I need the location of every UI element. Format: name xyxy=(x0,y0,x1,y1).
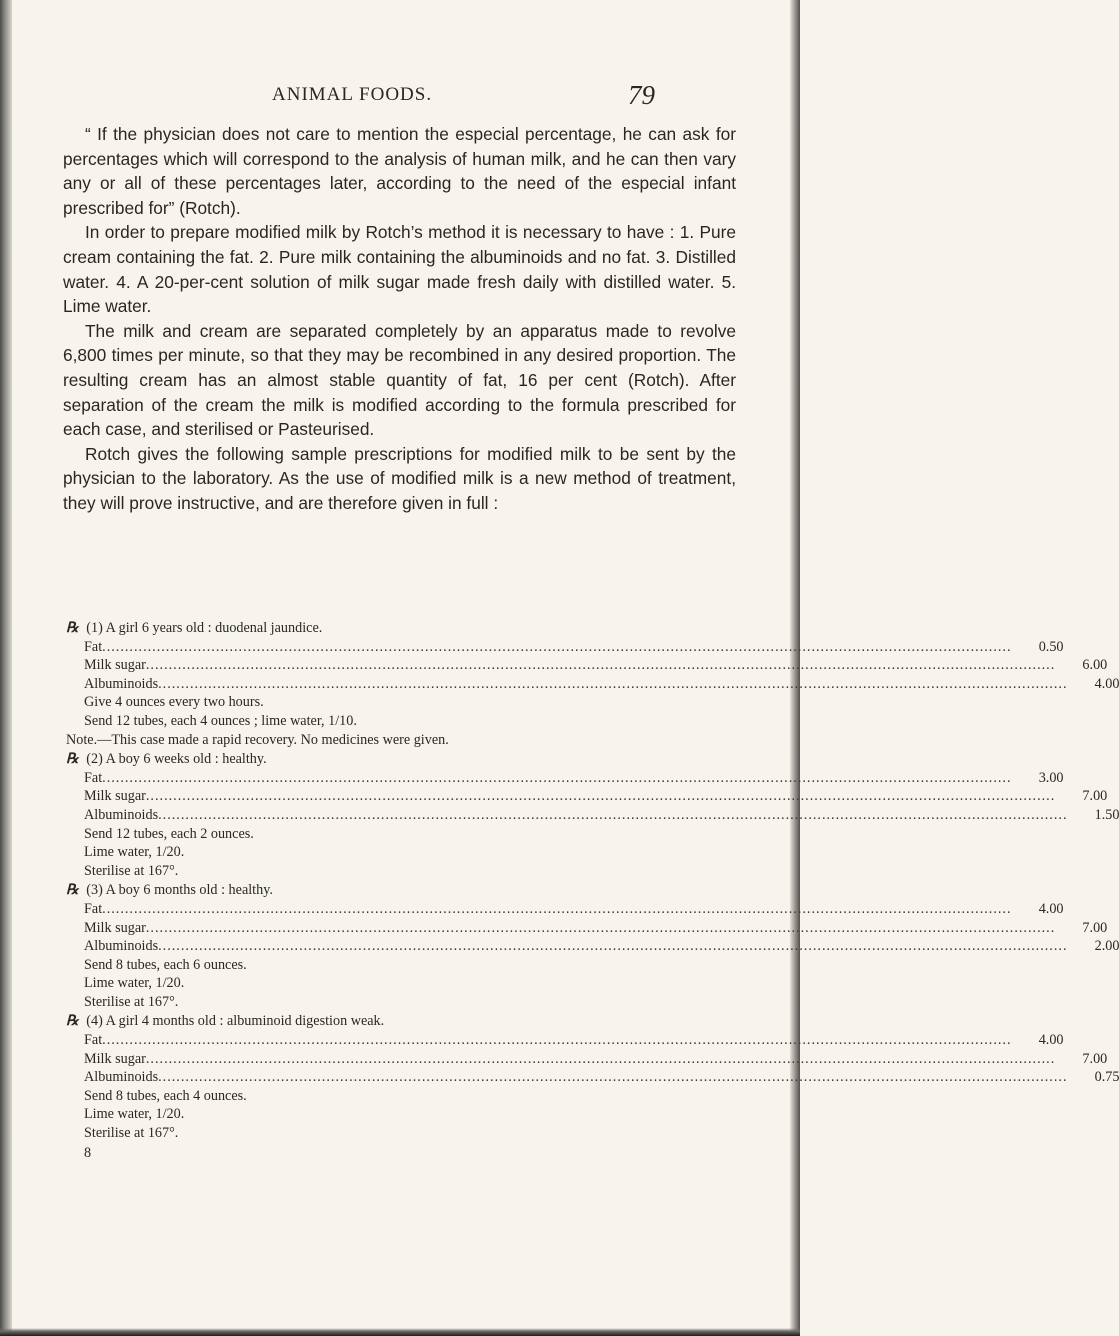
ingredient-value: 2.00 xyxy=(1094,938,1119,955)
prescription-3 xyxy=(66,881,1119,1011)
instruction-line: Give 4 ounces every two hours. xyxy=(84,694,264,711)
page-edge-bottom xyxy=(0,1328,800,1336)
recipe-icon: ℞ xyxy=(66,1013,79,1030)
ingredient-row xyxy=(84,919,1108,938)
dot-leader: ........................................................................................................................................................................................................ xyxy=(102,769,1012,786)
instruction-line: Lime water, 1/20. xyxy=(84,844,185,861)
ingredient-row xyxy=(84,937,1119,956)
dot-leader: ........................................................................................................................................................................................................ xyxy=(102,638,1012,655)
page-number: 79 xyxy=(628,80,655,110)
ingredient-value: 3.00 xyxy=(1038,769,1064,786)
prescription-2 xyxy=(66,750,1119,880)
prescription-title: (1) A girl 6 years old : duodenal jaundice. xyxy=(86,620,323,636)
ingredient-label: Milk sugar xyxy=(84,919,146,936)
prescription-1 xyxy=(66,619,1119,749)
ingredient-value: 6.00 xyxy=(1082,657,1108,674)
ingredient-label: Albuminoids xyxy=(84,675,159,692)
dot-leader: ........................................................................................................................................................................................................ xyxy=(158,938,1068,955)
dot-leader: ........................................................................................................................................................................................................ xyxy=(158,806,1068,823)
instruction-line: Send 12 tubes, each 2 ounces. xyxy=(84,825,254,842)
instruction-line: Send 8 tubes, each 6 ounces. xyxy=(84,956,247,973)
ingredient-row xyxy=(84,1031,1064,1050)
body-text xyxy=(63,122,736,516)
ingredient-label: Fat xyxy=(84,1032,103,1049)
ingredient-value: 7.00 xyxy=(1082,788,1108,805)
signature-mark: 8 xyxy=(84,1144,92,1161)
ingredient-row xyxy=(84,675,1119,694)
prescription-heading xyxy=(66,619,738,638)
dot-leader: ........................................................................................................................................................................................................ xyxy=(145,657,1056,674)
ingredient-label: Milk sugar xyxy=(84,1050,146,1067)
page-edge-left xyxy=(0,0,12,1336)
dot-leader: ........................................................................................................................................................................................................ xyxy=(158,1069,1068,1086)
prescription-title: (2) A boy 6 weeks old : healthy. xyxy=(86,751,267,768)
dot-leader: ........................................................................................................................................................................................................ xyxy=(102,900,1012,917)
ingredient-value: 0.75 xyxy=(1094,1069,1119,1086)
ingredient-value: 0.50 xyxy=(1038,638,1064,655)
prescription-4 xyxy=(66,1012,1119,1142)
running-title: ANIMAL FOODS. xyxy=(272,84,433,105)
ingredient-label: Fat xyxy=(84,638,103,655)
instruction-line: Send 12 tubes, each 4 ounces ; lime water, 1/10. xyxy=(84,712,357,729)
prescriptions xyxy=(66,619,1119,1162)
instruction-line: Sterilise at 167°. xyxy=(84,862,179,879)
ingredient-value: 1.50 xyxy=(1094,806,1119,823)
dot-leader: ........................................................................................................................................................................................................ xyxy=(145,1050,1056,1067)
ingredient-row xyxy=(84,656,1108,675)
ingredient-row xyxy=(84,638,1064,657)
ingredient-row xyxy=(84,900,1064,919)
recipe-icon: ℞ xyxy=(66,620,79,636)
instruction-line: Lime water, 1/20. xyxy=(84,1106,185,1123)
ingredient-row xyxy=(84,787,1108,806)
ingredient-row xyxy=(84,1068,1119,1087)
ingredient-value: 7.00 xyxy=(1082,1050,1108,1067)
ingredient-value: 4.00 xyxy=(1094,675,1119,692)
prescription-heading xyxy=(66,881,738,900)
ingredient-label: Milk sugar xyxy=(84,788,146,805)
paragraph: Rotch gives the following sample prescriptions for modified milk to be sent by the physician to the laboratory. As the use of modified milk is a new method of treatment, they will prove instructive, and are therefore given in full : xyxy=(63,443,736,513)
dot-leader: ........................................................................................................................................................................................................ xyxy=(145,919,1056,936)
dot-leader: ........................................................................................................................................................................................................ xyxy=(158,675,1068,692)
dot-leader: ........................................................................................................................................................................................................ xyxy=(145,788,1056,805)
ingredient-row xyxy=(84,806,1119,825)
ingredient-value: 4.00 xyxy=(1038,900,1064,917)
instruction-line: Lime water, 1/20. xyxy=(84,975,185,992)
prescription-title: (4) A girl 4 months old : albuminoid digestion weak. xyxy=(86,1013,385,1030)
recipe-icon: ℞ xyxy=(66,751,79,768)
ingredient-label: Albuminoids xyxy=(84,806,159,823)
prescription-heading xyxy=(66,1012,738,1031)
ingredient-label: Albuminoids xyxy=(84,1069,159,1086)
page-header xyxy=(0,80,800,124)
prescription-note: Note.—This case made a rapid recovery. No medicines were given. xyxy=(66,731,449,748)
ingredient-label: Albuminoids xyxy=(84,938,159,955)
instruction-line: Sterilise at 167°. xyxy=(84,1125,179,1142)
prescription-heading xyxy=(66,750,738,769)
ingredient-value: 4.00 xyxy=(1038,1032,1064,1049)
prescription-title: (3) A boy 6 months old : healthy. xyxy=(86,882,273,899)
paragraph: “ If the physician does not care to mention the especial percentage, he can ask for percentages which will correspond to the analysis of human milk, and he can then vary any or all of these percentages later, according to the need of the especial infant prescribed for” (Rotch). xyxy=(63,124,736,218)
ingredient-label: Fat xyxy=(84,900,103,917)
ingredient-label: Milk sugar xyxy=(84,657,146,674)
paragraph: The milk and cream are separated completely by an apparatus made to revolve 6,800 times per minute, so that they may be recombined in any desired proportion. The resulting cream has an almost stable quantity of fat, 16 per cent (Rotch). After separation of the cream the milk is modified according to the formula prescribed for each case, and sterilised or Pasteurised. xyxy=(63,320,736,440)
ingredient-label: Fat xyxy=(84,769,103,786)
ingredient-value: 7.00 xyxy=(1082,919,1108,936)
dot-leader: ........................................................................................................................................................................................................ xyxy=(102,1032,1012,1049)
instruction-line: Send 8 tubes, each 4 ounces. xyxy=(84,1087,247,1104)
ingredient-row xyxy=(84,1050,1108,1069)
recipe-icon: ℞ xyxy=(66,882,79,899)
instruction-line: Sterilise at 167°. xyxy=(84,993,179,1010)
paragraph: In order to prepare modified milk by Rotch’s method it is necessary to have : 1. Pure cream containing the fat. 2. Pure milk containing the albuminoids and no fat. 3. Distilled water. 4. A 20-per-cent solution of milk sugar made fresh daily with distilled water. 5. Lime water. xyxy=(63,222,736,317)
ingredient-row xyxy=(84,769,1064,788)
